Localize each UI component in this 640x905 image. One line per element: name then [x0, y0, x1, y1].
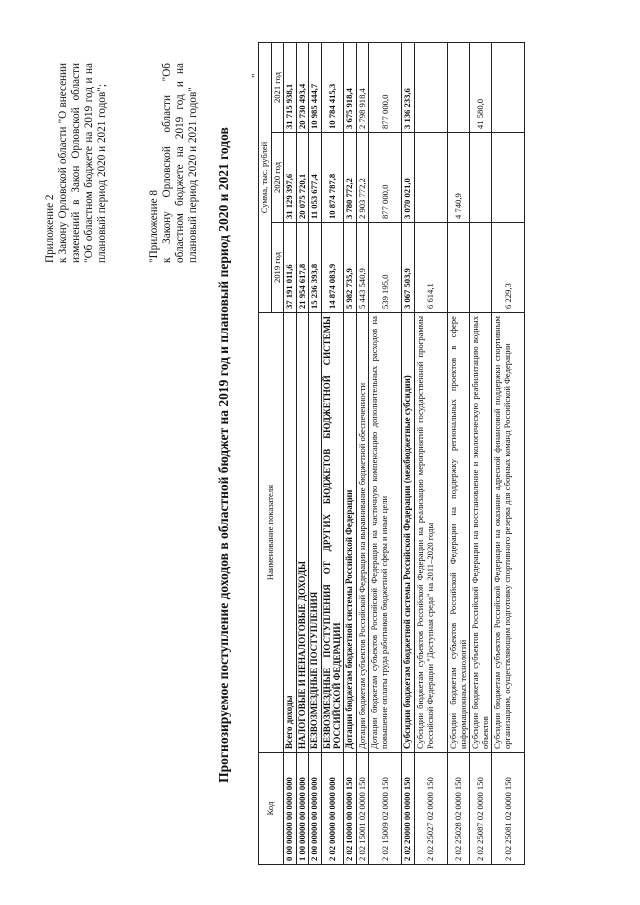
row-value-2020: 11 053 677,4 [309, 133, 322, 223]
row-code: 0 00 00000 00 0000 000 [284, 753, 297, 865]
row-value-2019: 21 954 617,8 [296, 223, 309, 313]
revenue-table-body [284, 42, 525, 864]
row-name: Всего доходы [284, 313, 297, 753]
row-name: НАЛОГОВЫЕ И НЕНАЛОГОВЫЕ ДОХОДЫ [296, 313, 309, 753]
table-row [414, 42, 447, 864]
row-value-2019: 6 614,1 [414, 223, 447, 313]
row-value-2021: 10 784 415,3 [321, 42, 343, 132]
row-code: 2 02 25081 02 0000 150 [492, 753, 525, 865]
revenue-table [258, 42, 525, 865]
row-value-2019: 3 067 503,9 [402, 223, 415, 313]
appendix-8-header [148, 63, 200, 263]
row-value-2019 [447, 223, 469, 313]
row-value-2021: 2 798 918,4 [356, 42, 369, 132]
table-row [402, 42, 415, 864]
appendix-2-title: Приложение 2 [44, 194, 56, 263]
row-name: Субсидии бюджетам бюджетной системы Российской Федерации (межбюджетные субсидии) [402, 313, 415, 753]
row-code: 2 02 00000 00 0000 000 [321, 753, 343, 865]
row-value-2020 [492, 133, 525, 223]
table-row [369, 42, 402, 864]
table-row [447, 42, 469, 864]
row-value-2021 [414, 42, 447, 132]
row-code: 2 02 10000 00 0000 150 [344, 753, 357, 865]
row-code: 2 02 20000 00 0000 150 [402, 753, 415, 865]
row-value-2021 [492, 42, 525, 132]
table-row [309, 42, 322, 864]
row-value-2019: 37 191 011,6 [284, 223, 297, 313]
row-code: 2 02 25027 02 0000 150 [414, 753, 447, 865]
row-name: Субсидии бюджетам субъектов Российской Федерации на восстановление и экологическую реабилитацию водных объектов [470, 313, 492, 753]
row-value-2020: 31 129 397,6 [284, 133, 297, 223]
header-year-2019: 2019 год [271, 223, 284, 313]
row-name: БЕЗВОЗМЕЗДНЫЕ ПОСТУПЛЕНИЯ [309, 313, 322, 753]
row-value-2021 [447, 42, 469, 132]
appendix-2-text: к Закону Орловской области "О внесении изменений в Закон Орловской области "Об областном бюджете на 2019 год и на плановый период 2020 и 2021 годов"; [57, 63, 108, 263]
row-code: 2 02 15001 02 0000 150 [356, 753, 369, 865]
row-value-2020: 2 903 772,2 [356, 133, 369, 223]
row-value-2020 [470, 133, 492, 223]
row-value-2020: 20 075 720,1 [296, 133, 309, 223]
row-name: Субсидии бюджетам субъектов Российской Федерации на оказание адресной финансовой поддержки спортивным организациям, осуществляющим подготовку спортивного резерва для сборных команд Российской Федерации [492, 313, 525, 753]
row-value-2019: 5 982 735,9 [344, 223, 357, 313]
row-value-2020: 3 070 021,0 [402, 133, 415, 223]
row-code: 2 02 25087 02 0000 150 [470, 753, 492, 865]
row-value-2020: 3 780 772,2 [344, 133, 357, 223]
row-name: Дотации бюджетам субъектов Российской Федерации на выравнивание бюджетной обеспеченности [356, 313, 369, 753]
row-value-2021: 20 730 493,4 [296, 42, 309, 132]
table-row [492, 42, 525, 864]
row-name: Субсидии бюджетам субъектов Российской Федерации на поддержку региональных проектов в сфере информационных технологий [447, 313, 469, 753]
appendix-8-text: к Закону Орловской области "Об областном бюджете на 2019 год и на плановый период 2020 и 2021 годов" [161, 63, 199, 263]
row-value-2019: 6 229,3 [492, 223, 525, 313]
closing-quote-mark: " [250, 73, 262, 78]
row-value-2021: 10 985 444,7 [309, 42, 322, 132]
table-row [344, 42, 357, 864]
table-row [296, 42, 309, 864]
row-value-2021: 3 136 233,6 [402, 42, 415, 132]
row-code: 2 02 25028 02 0000 150 [447, 753, 469, 865]
row-code: 2 02 15009 02 0000 150 [369, 753, 402, 865]
row-value-2021: 41 580,0 [470, 42, 492, 132]
row-value-2019: 539 195,0 [369, 223, 402, 313]
appendix-2-header [44, 63, 109, 263]
header-name: Наименование показателя [259, 313, 284, 753]
row-value-2021: 31 715 938,1 [284, 42, 297, 132]
row-value-2019 [470, 223, 492, 313]
row-name: Субсидии бюджетам субъектов Российской Федерации на реализацию мероприятий государственной программы Российской Федерации "Доступная среда" на 2011–2020 годы [414, 313, 447, 753]
row-value-2021: 877 000,0 [369, 42, 402, 132]
row-value-2020: 10 874 787,8 [321, 133, 343, 223]
row-code: 2 00 00000 00 0000 000 [309, 753, 322, 865]
table-row [356, 42, 369, 864]
row-value-2020: 4 740,9 [447, 133, 469, 223]
row-name: Дотации бюджетам бюджетной системы Российской Федерации [344, 313, 357, 753]
appendix-8-title: "Приложение 8 [148, 189, 160, 263]
header-year-2020: 2020 год [271, 133, 284, 223]
row-value-2019: 14 874 083,9 [321, 223, 343, 313]
row-value-2021: 3 675 918,4 [344, 42, 357, 132]
row-name: БЕЗВОЗМЕЗДНЫЕ ПОСТУПЛЕНИЯ ОТ ДРУГИХ БЮДЖЕТОВ БЮДЖЕТНОЙ СИСТЕМЫ РОССИЙСКОЙ ФЕДЕРАЦИИ [321, 313, 343, 753]
row-value-2019: 15 236 393,8 [309, 223, 322, 313]
header-year-2021: 2021 год [271, 42, 284, 132]
header-code: Код [259, 753, 284, 865]
row-value-2020: 877 000,0 [369, 133, 402, 223]
table-row [470, 42, 492, 864]
header-amount: Сумма, тыс. рублей [259, 42, 272, 312]
row-name: Дотации бюджетам субъектов Российской Федерации на частичную компенсацию дополнительных расходов на повышение оплаты труда работников бюджетной сферы и иные цели [369, 313, 402, 753]
row-value-2019: 5 443 540,9 [356, 223, 369, 313]
document-title: Прогнозируемое поступление доходов в областной бюджет на 2019 год и плановый период 2020 и 2021 годов [216, 127, 231, 783]
table-row [284, 42, 297, 864]
table-row [321, 42, 343, 864]
row-code: 1 00 00000 00 0000 000 [296, 753, 309, 865]
row-value-2020 [414, 133, 447, 223]
